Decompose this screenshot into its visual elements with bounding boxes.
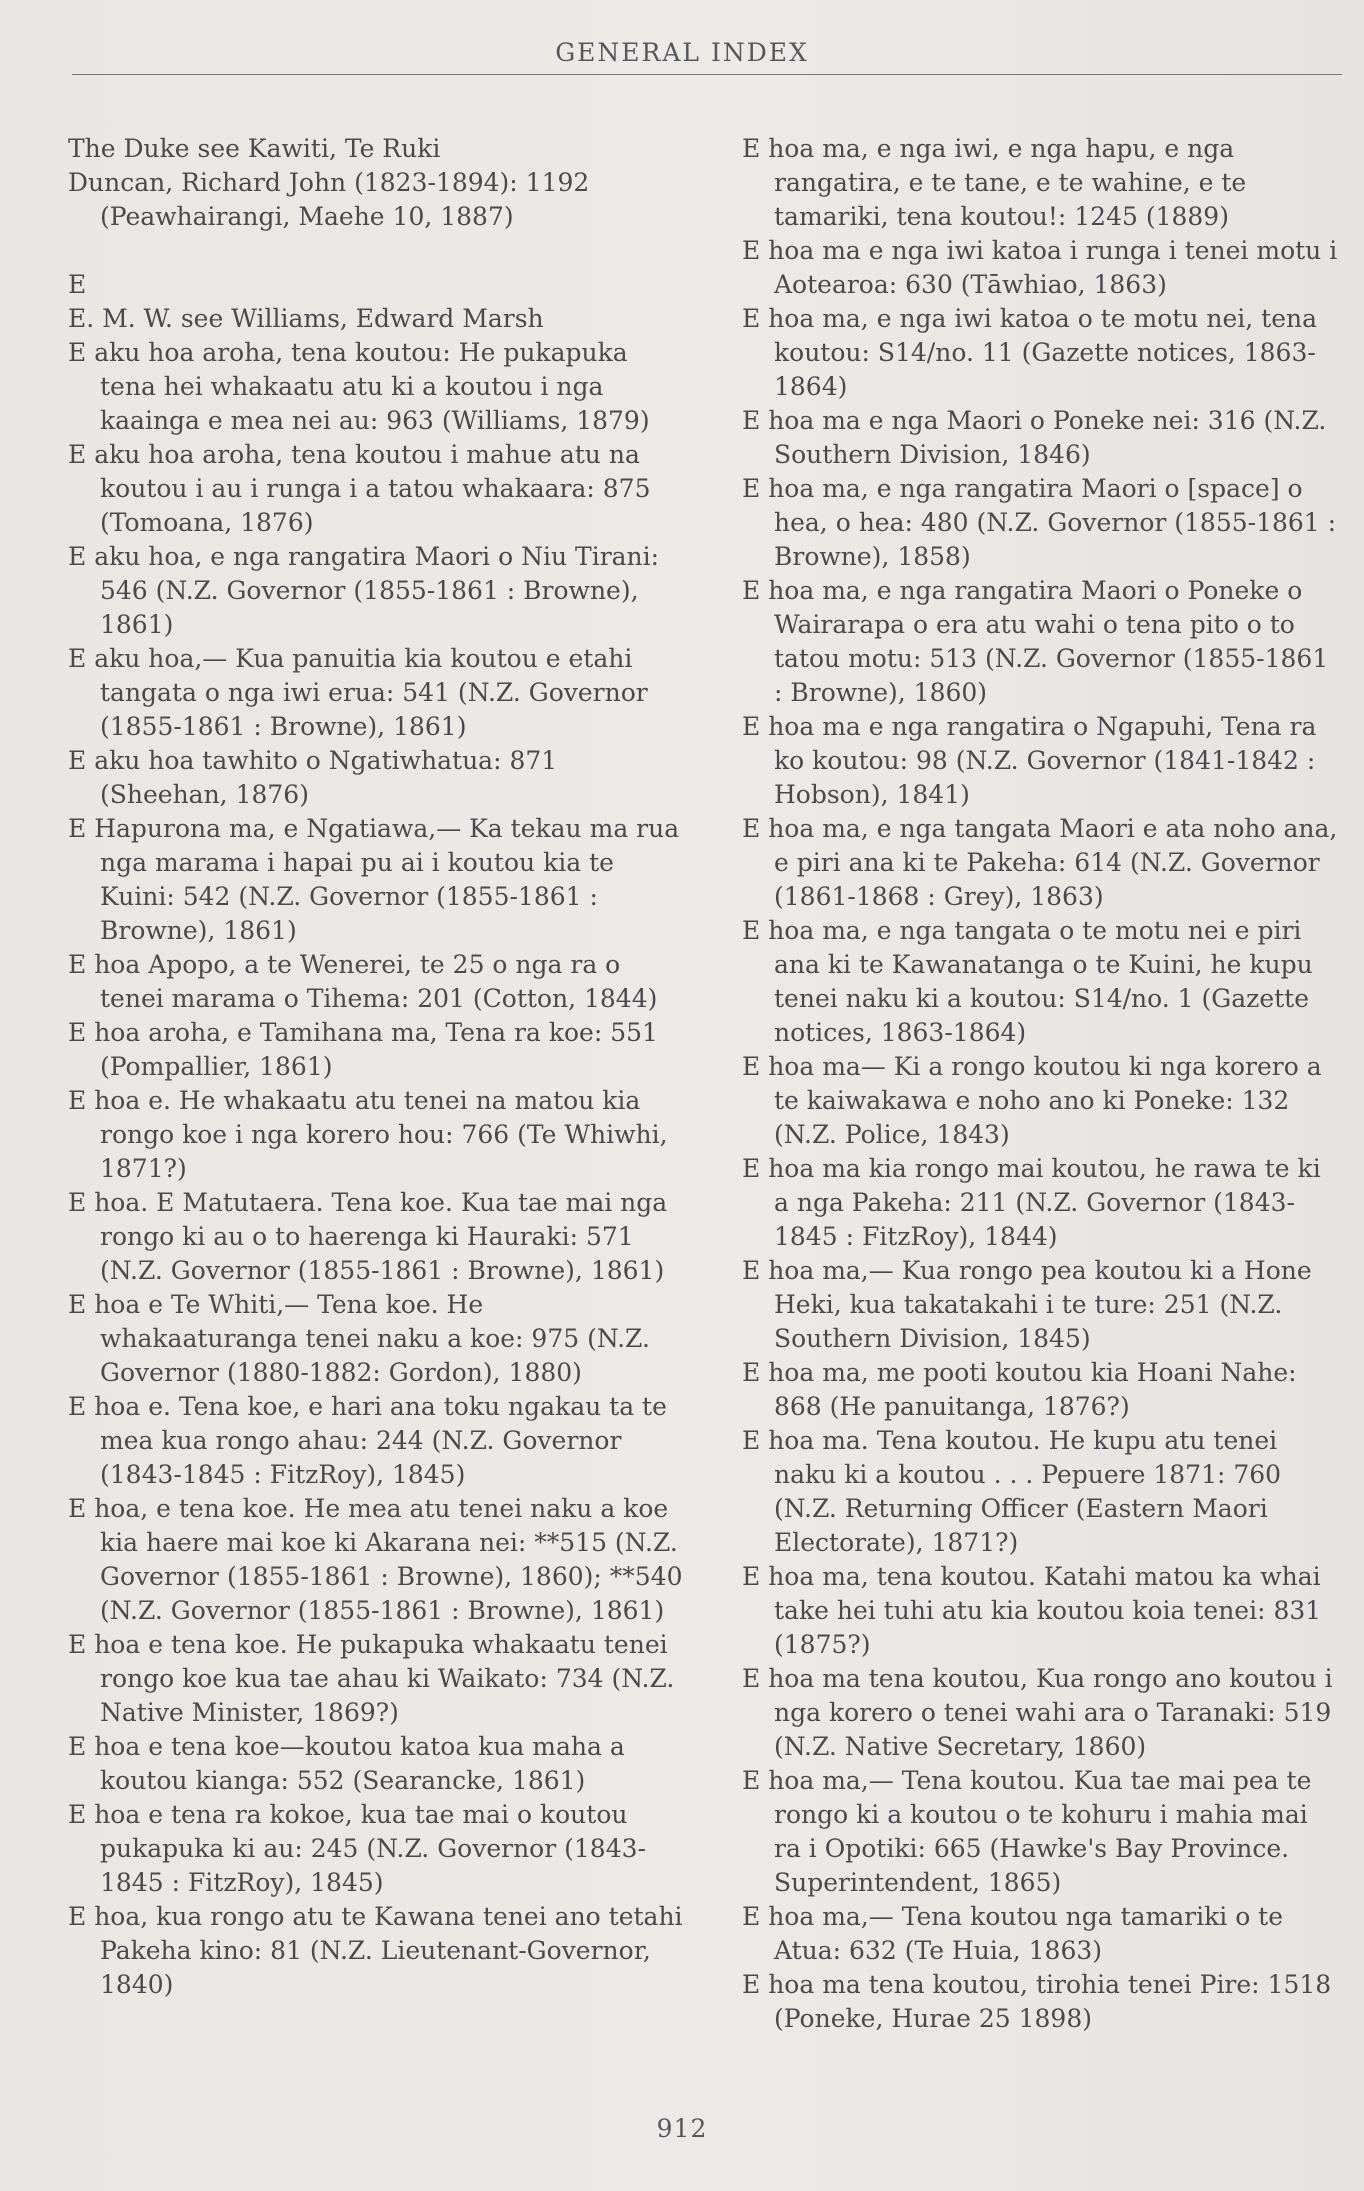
index-entry: E hoa e tena koe. He pukapuka whakaatu tenei rongo koe kua tae ahau ki Waikato: 734 (N.Z. Native Minister, 1869?) (68, 1630, 675, 1727)
index-entry: E hoa ma e nga rangatira o Ngapuhi, Tena ra ko koutou: 98 (N.Z. Governor (1841-1842 : Hobson), 1841) (742, 712, 1317, 809)
index-entry: E hoa ma. Tena koutou. He kupu atu tenei naku ki a koutou . . . Pepuere 1871: 760 (N.Z. Returning Officer (Eastern Maori Electorate), 1871?) (742, 1426, 1282, 1557)
index-entry: E hoa e tena ra kokoe, kua tae mai o koutou pukapuka ki au: 245 (N.Z. Governor (1843-1845 : FitzRoy), 1845) (68, 1800, 646, 1897)
index-entry: E aku hoa aroha, tena koutou i mahue atu na koutou i au i runga i a tatou whakaara: 875 (Tomoana, 1876) (68, 440, 651, 537)
index-entry: E hoa e. Tena koe, e hari ana toku ngakau ta te mea kua rongo ahau: 244 (N.Z. Governor (1843-1845 : FitzRoy), 1845) (68, 1392, 667, 1489)
index-entry: E hoa ma tena koutou, Kua rongo ano koutou i nga korero o tenei wahi ara o Taranaki: 519 (N.Z. Native Secretary, 1860) (742, 1664, 1333, 1761)
index-entry: E hoa ma e nga Maori o Poneke nei: 316 (N.Z. Southern Division, 1846) (742, 406, 1327, 469)
header-rule (72, 74, 1342, 75)
index-entry: E hoa e Te Whiti,— Tena koe. He whakaaturanga tenei naku a koe: 975 (N.Z. Governor (1880-1882: Gordon), 1880) (68, 1290, 650, 1387)
index-entry: E hoa ma e nga iwi katoa i runga i tenei motu i Aotearoa: 630 (Tāwhiao, 1863) (742, 236, 1338, 299)
index-entry: E Hapurona ma, e Ngatiawa,— Ka tekau ma rua nga marama i hapai pu ai i koutou kia te Kuini: 542 (N.Z. Governor (1855-1861 : Browne), 1861) (68, 814, 680, 945)
index-entry: E hoa ma, e nga tangata Maori e ata noho ana, e piri ana ki te Pakeha: 614 (N.Z. Governor (1861-1868 : Grey), 1863) (742, 814, 1338, 911)
index-entry: E hoa ma kia rongo mai koutou, he rawa te ki a nga Pakeha: 211 (N.Z. Governor (1843-1845 : FitzRoy), 1844) (742, 1154, 1321, 1251)
index-entry: E hoa ma,— Tena koutou. Kua tae mai pea te rongo ki a koutou o te kohuru i mahia mai ra i Opotiki: 665 (Hawke's Bay Province. Superintendent, 1865) (742, 1766, 1312, 1897)
index-entry: E hoa ma,— Tena koutou nga tamariki o te Atua: 632 (Te Huia, 1863) (742, 1902, 1284, 1965)
index-entry: E. M. W. see Williams, Edward Marsh (68, 304, 544, 333)
index-entry: E hoa e tena koe—koutou katoa kua maha a koutou kianga: 552 (Searancke, 1861) (68, 1732, 625, 1795)
letter-heading: E (68, 270, 87, 299)
index-entry: E hoa ma tena koutou, tirohia tenei Pire: 1518 (Poneke, Hurae 25 1898) (742, 1970, 1332, 2033)
index-entry: E hoa ma, e nga rangatira Maori o Poneke o Wairarapa o era atu wahi o tena pito o to tatou motu: 513 (N.Z. Governor (1855-1861 : Browne), 1860) (742, 576, 1329, 707)
index-entry: E aku hoa, e nga rangatira Maori o Niu Tirani: 546 (N.Z. Governor (1855-1861 : Browne), 1861) (68, 542, 660, 639)
index-entry: E hoa ma, e nga iwi katoa o te motu nei, tena koutou: S14/no. 11 (Gazette notices, 1863-1864) (742, 304, 1318, 401)
running-head: GENERAL INDEX (555, 38, 809, 67)
index-entry: Duncan, Richard John (1823-1894): 1192 (Peawhairangi, Maehe 10, 1887) (68, 168, 590, 231)
index-entry: E hoa Apopo, a te Wenerei, te 25 o nga ra o tenei marama o Tihema: 201 (Cotton, 1844) (68, 950, 658, 1013)
index-entry: E hoa aroha, e Tamihana ma, Tena ra koe: 551 (Pompallier, 1861) (68, 1018, 658, 1081)
index-entry: E hoa, kua rongo atu te Kawana tenei ano tetahi Pakeha kino: 81 (N.Z. Lieutenant-Governor, 1840) (68, 1902, 683, 1999)
index-entry: E hoa ma, tena koutou. Katahi matou ka whai take hei tuhi atu kia koutou koia tenei: 831 (1875?) (742, 1562, 1322, 1659)
index-entry: The Duke see Kawiti, Te Ruki (68, 134, 441, 163)
index-entry: E aku hoa aroha, tena koutou: He pukapuka tena hei whakaatu atu ki a koutou i nga kaainga e mea nei au: 963 (Williams, 1879) (68, 338, 650, 435)
index-entry: E aku hoa tawhito o Ngatiwhatua: 871 (Sheehan, 1876) (68, 746, 558, 809)
index-entry: E hoa. E Matutaera. Tena koe. Kua tae mai nga rongo ki au o to haerenga ki Hauraki: 571 (N.Z. Governor (1855-1861 : Browne), 1861) (68, 1188, 668, 1285)
index-entry: E hoa e. He whakaatu atu tenei na matou kia rongo koe i nga korero hou: 766 (Te Whiwhi, 1871?) (68, 1086, 668, 1183)
left-column (68, 132, 688, 2002)
index-entry: E hoa ma— Ki a rongo koutou ki nga korero a te kaiwakawa e noho ano ki Poneke: 132 (N.Z. Police, 1843) (742, 1052, 1322, 1149)
index-entry: E aku hoa,— Kua panuitia kia koutou e etahi tangata o nga iwi erua: 541 (N.Z. Governor (1855-1861 : Browne), 1861) (68, 644, 648, 741)
index-entry: E hoa ma, me pooti koutou kia Hoani Nahe: 868 (He panuitanga, 1876?) (742, 1358, 1297, 1421)
right-column (742, 132, 1342, 2036)
index-entry: E hoa ma, e nga tangata o te motu nei e piri ana ki te Kawanatanga o te Kuini, he kupu tenei naku ki a koutou: S14/no. 1 (Gazette notices, 1863-1864) (742, 916, 1313, 1047)
index-entry: E hoa ma, e nga rangatira Maori o [space] o hea, o hea: 480 (N.Z. Governor (1855-1861 : Browne), 1858) (742, 474, 1337, 571)
index-entry: E hoa ma, e nga iwi, e nga hapu, e nga rangatira, e te tane, e te wahine, e te tamariki, tena koutou!: 1245 (1889) (742, 134, 1247, 231)
page-number: 912 (656, 2114, 708, 2143)
index-entry: E hoa, e tena koe. He mea atu tenei naku a koe kia haere mai koe ki Akarana nei: **515 (N.Z. Governor (1855-1861 : Browne), 1860); **540 (N.Z. Governor (1855-1861 : Browne), 1861) (68, 1494, 683, 1625)
index-entry: E hoa ma,— Kua rongo pea koutou ki a Hone Heki, kua takatakahi i te ture: 251 (N.Z. Southern Division, 1845) (742, 1256, 1312, 1353)
